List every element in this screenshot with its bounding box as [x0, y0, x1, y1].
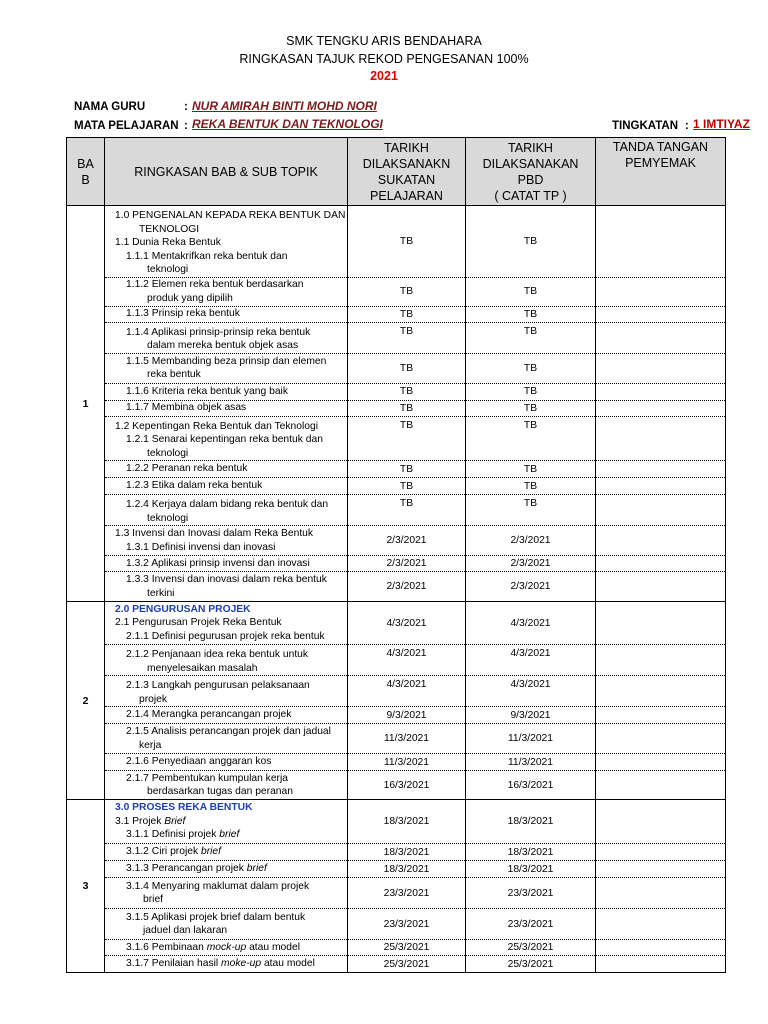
topic-cell: 3.1.6 Pembinaan mock-up atau model — [105, 940, 348, 956]
date-sukatan: TB — [348, 353, 466, 383]
topic-cell: 3.1.5 Aplikasi projek brief dalam bentuk jaduel dan lakaran — [105, 909, 348, 940]
signature-cell — [596, 878, 726, 909]
topic-cell: 1.2 Kepentingan Reka Bentuk dan Teknologi 1.2.1 Senarai kepentingan reka bentuk dan teknologi — [105, 416, 348, 461]
table-row — [67, 206, 726, 278]
date-sukatan: 2/3/2021 — [348, 556, 466, 572]
topic-cell: 2.1.5 Analisis perancangan projek dan jadual kerja — [105, 724, 348, 754]
table-row — [67, 478, 726, 495]
date-sukatan: TB — [348, 322, 466, 353]
date-sukatan: TB — [348, 416, 466, 461]
bab-number: 2 — [67, 602, 105, 800]
table-row — [67, 306, 726, 322]
col-tanda-tangan: TANDA TANGAN PEMYEMAK — [596, 138, 726, 206]
table-row — [67, 940, 726, 956]
date-sukatan: 2/3/2021 — [348, 526, 466, 556]
date-pbd: TB — [466, 383, 596, 400]
signature-cell — [596, 676, 726, 707]
date-pbd: 4/3/2021 — [466, 645, 596, 676]
date-pbd: 2/3/2021 — [466, 572, 596, 602]
table-row — [67, 956, 726, 973]
date-sukatan: TB — [348, 277, 466, 306]
topic-cell: 1.1.2 Elemen reka bentuk berdasarkan produk yang dipilih — [105, 277, 348, 306]
date-sukatan: TB — [348, 400, 466, 416]
date-sukatan: TB — [348, 461, 466, 478]
signature-cell — [596, 771, 726, 800]
date-pbd: 11/3/2021 — [466, 754, 596, 771]
signature-cell — [596, 353, 726, 383]
topic-cell: 2.1.3 Langkah pengurusan pelaksanaan projek — [105, 676, 348, 707]
date-pbd: 25/3/2021 — [466, 956, 596, 973]
mapel-label: MATA PELAJARAN — [74, 120, 179, 132]
bab-number: 3 — [67, 800, 105, 973]
topic-cell: 1.3.2 Aplikasi prinsip invensi dan inovasi — [105, 556, 348, 572]
topic-cell: 1.2.2 Peranan reka bentuk — [105, 461, 348, 478]
table-row — [67, 800, 726, 844]
date-sukatan: 4/3/2021 — [348, 676, 466, 707]
tingkatan-colon: : — [685, 120, 689, 132]
table-row — [67, 861, 726, 878]
topic-cell: 3.1.3 Perancangan projek brief — [105, 861, 348, 878]
mapel-value: REKA BENTUK DAN TEKNOLOGI — [192, 117, 383, 131]
date-pbd: TB — [466, 495, 596, 526]
date-pbd: TB — [466, 353, 596, 383]
date-pbd: 25/3/2021 — [466, 940, 596, 956]
signature-cell — [596, 416, 726, 461]
date-sukatan: TB — [348, 306, 466, 322]
table-row — [67, 878, 726, 909]
date-sukatan: 9/3/2021 — [348, 707, 466, 724]
date-pbd: 4/3/2021 — [466, 602, 596, 645]
topic-cell: 3.1.2 Ciri projek brief — [105, 844, 348, 861]
table-row — [67, 416, 726, 461]
bab-number: 1 — [67, 206, 105, 602]
table-row — [67, 277, 726, 306]
table-row — [67, 724, 726, 754]
signature-cell — [596, 909, 726, 940]
school-name: SMK TENGKU ARIS BENDAHARA — [286, 34, 482, 48]
document-year: 2021 — [370, 69, 398, 83]
date-sukatan: 23/3/2021 — [348, 909, 466, 940]
table-row — [67, 676, 726, 707]
topic-cell: 2.1.7 Pembentukan kumpulan kerja berdasarkan tugas dan peranan — [105, 771, 348, 800]
table-row — [67, 844, 726, 861]
tingkatan-value: 1 IMTIYAZ — [693, 117, 750, 131]
signature-cell — [596, 800, 726, 844]
date-pbd: 4/3/2021 — [466, 676, 596, 707]
date-pbd: 23/3/2021 — [466, 878, 596, 909]
table-row — [67, 383, 726, 400]
col-bab: BA B — [67, 138, 105, 206]
col-tarikh-sukatan: TARIKH DILAKSANAKN SUKATAN PELAJARAN — [348, 138, 466, 206]
guru-value: NUR AMIRAH BINTI MOHD NORI — [192, 99, 377, 113]
table-row — [67, 771, 726, 800]
date-pbd: 23/3/2021 — [466, 909, 596, 940]
signature-cell — [596, 956, 726, 973]
col-tarikh-pbd: TARIKH DILAKSANAKAN PBD ( CATAT TP ) — [466, 138, 596, 206]
date-sukatan: 2/3/2021 — [348, 572, 466, 602]
topic-cell: 2.1.4 Merangka perancangan projek — [105, 707, 348, 724]
date-sukatan: 16/3/2021 — [348, 771, 466, 800]
topic-cell: 2.1.2 Penjanaan idea reka bentuk untuk menyelesaikan masalah — [105, 645, 348, 676]
date-sukatan: 23/3/2021 — [348, 878, 466, 909]
date-sukatan: TB — [348, 383, 466, 400]
date-sukatan: TB — [348, 495, 466, 526]
table-row — [67, 495, 726, 526]
signature-cell — [596, 602, 726, 645]
signature-cell — [596, 940, 726, 956]
topic-cell: 3.0 PROSES REKA BENTUK 3.1 Projek Brief 3.1.1 Definisi projek brief — [105, 800, 348, 844]
record-table — [66, 137, 726, 973]
signature-cell — [596, 495, 726, 526]
date-sukatan: TB — [348, 478, 466, 495]
topic-cell: 1.1.6 Kriteria reka bentuk yang baik — [105, 383, 348, 400]
signature-cell — [596, 526, 726, 556]
date-sukatan: 18/3/2021 — [348, 844, 466, 861]
date-pbd: TB — [466, 400, 596, 416]
signature-cell — [596, 383, 726, 400]
document-title: RINGKASAN TAJUK REKOD PENGESANAN 100% — [239, 52, 529, 66]
table-row — [67, 461, 726, 478]
table-row — [67, 707, 726, 724]
guru-label: NAMA GURU — [74, 101, 146, 113]
table-row — [67, 572, 726, 602]
date-sukatan: 11/3/2021 — [348, 724, 466, 754]
signature-cell — [596, 206, 726, 278]
date-sukatan: 4/3/2021 — [348, 602, 466, 645]
date-pbd: TB — [466, 322, 596, 353]
tingkatan-label: TINGKATAN — [612, 120, 679, 132]
signature-cell — [596, 461, 726, 478]
table-row — [67, 400, 726, 416]
mapel-colon: : — [184, 120, 188, 132]
signature-cell — [596, 478, 726, 495]
table-row — [67, 602, 726, 645]
signature-cell — [596, 754, 726, 771]
signature-cell — [596, 572, 726, 602]
topic-cell: 3.1.4 Menyaring maklumat dalam projek brief — [105, 878, 348, 909]
date-sukatan: 25/3/2021 — [348, 956, 466, 973]
table-row — [67, 526, 726, 556]
date-pbd: 18/3/2021 — [466, 844, 596, 861]
date-pbd: 2/3/2021 — [466, 556, 596, 572]
date-pbd: 2/3/2021 — [466, 526, 596, 556]
date-pbd: TB — [466, 206, 596, 278]
topic-cell: 1.3 Invensi dan Inovasi dalam Reka Bentuk 1.3.1 Definisi invensi dan inovasi — [105, 526, 348, 556]
signature-cell — [596, 844, 726, 861]
signature-cell — [596, 306, 726, 322]
date-pbd: 16/3/2021 — [466, 771, 596, 800]
date-pbd: 11/3/2021 — [466, 724, 596, 754]
topic-cell: 2.1.6 Penyediaan anggaran kos — [105, 754, 348, 771]
guru-colon: : — [184, 101, 188, 113]
date-sukatan: 25/3/2021 — [348, 940, 466, 956]
signature-cell — [596, 707, 726, 724]
date-sukatan: TB — [348, 206, 466, 278]
topic-cell: 1.1.5 Membanding beza prinsip dan elemen reka bentuk — [105, 353, 348, 383]
signature-cell — [596, 645, 726, 676]
topic-cell: 3.1.7 Penilaian hasil moke-up atau model — [105, 956, 348, 973]
signature-cell — [596, 322, 726, 353]
date-pbd: 18/3/2021 — [466, 861, 596, 878]
date-pbd: 18/3/2021 — [466, 800, 596, 844]
col-ringkasan: RINGKASAN BAB & SUB TOPIK — [105, 138, 348, 206]
table-row — [67, 909, 726, 940]
topic-cell: 1.1.4 Aplikasi prinsip-prinsip reka bentuk dalam mereka bentuk objek asas — [105, 322, 348, 353]
signature-cell — [596, 400, 726, 416]
date-sukatan: 11/3/2021 — [348, 754, 466, 771]
signature-cell — [596, 861, 726, 878]
date-pbd: TB — [466, 277, 596, 306]
date-sukatan: 18/3/2021 — [348, 800, 466, 844]
date-sukatan: 4/3/2021 — [348, 645, 466, 676]
table-row — [67, 754, 726, 771]
table-row — [67, 322, 726, 353]
date-pbd: TB — [466, 416, 596, 461]
topic-cell: 1.2.4 Kerjaya dalam bidang reka bentuk dan teknologi — [105, 495, 348, 526]
signature-cell — [596, 277, 726, 306]
topic-cell: 1.1.3 Prinsip reka bentuk — [105, 306, 348, 322]
date-pbd: TB — [466, 478, 596, 495]
topic-cell: 2.0 PENGURUSAN PROJEK 2.1 Pengurusan Projek Reka Bentuk 2.1.1 Definisi pegurusan projek reka bentuk — [105, 602, 348, 645]
signature-cell — [596, 724, 726, 754]
date-pbd: TB — [466, 461, 596, 478]
date-sukatan: 18/3/2021 — [348, 861, 466, 878]
signature-cell — [596, 556, 726, 572]
topic-cell: 1.3.3 Invensi dan inovasi dalam reka bentuk terkini — [105, 572, 348, 602]
table-row — [67, 353, 726, 383]
date-pbd: TB — [466, 306, 596, 322]
table-header — [67, 138, 726, 206]
topic-cell: 1.0 PENGENALAN KEPADA REKA BENTUK DAN TEKNOLOGI 1.1 Dunia Reka Bentuk 1.1.1 Mentakrifkan reka bentuk dan teknologi — [105, 206, 348, 278]
topic-cell: 1.2.3 Etika dalam reka bentuk — [105, 478, 348, 495]
topic-cell: 1.1.7 Membina objek asas — [105, 400, 348, 416]
table-row — [67, 556, 726, 572]
table-row — [67, 645, 726, 676]
date-pbd: 9/3/2021 — [466, 707, 596, 724]
